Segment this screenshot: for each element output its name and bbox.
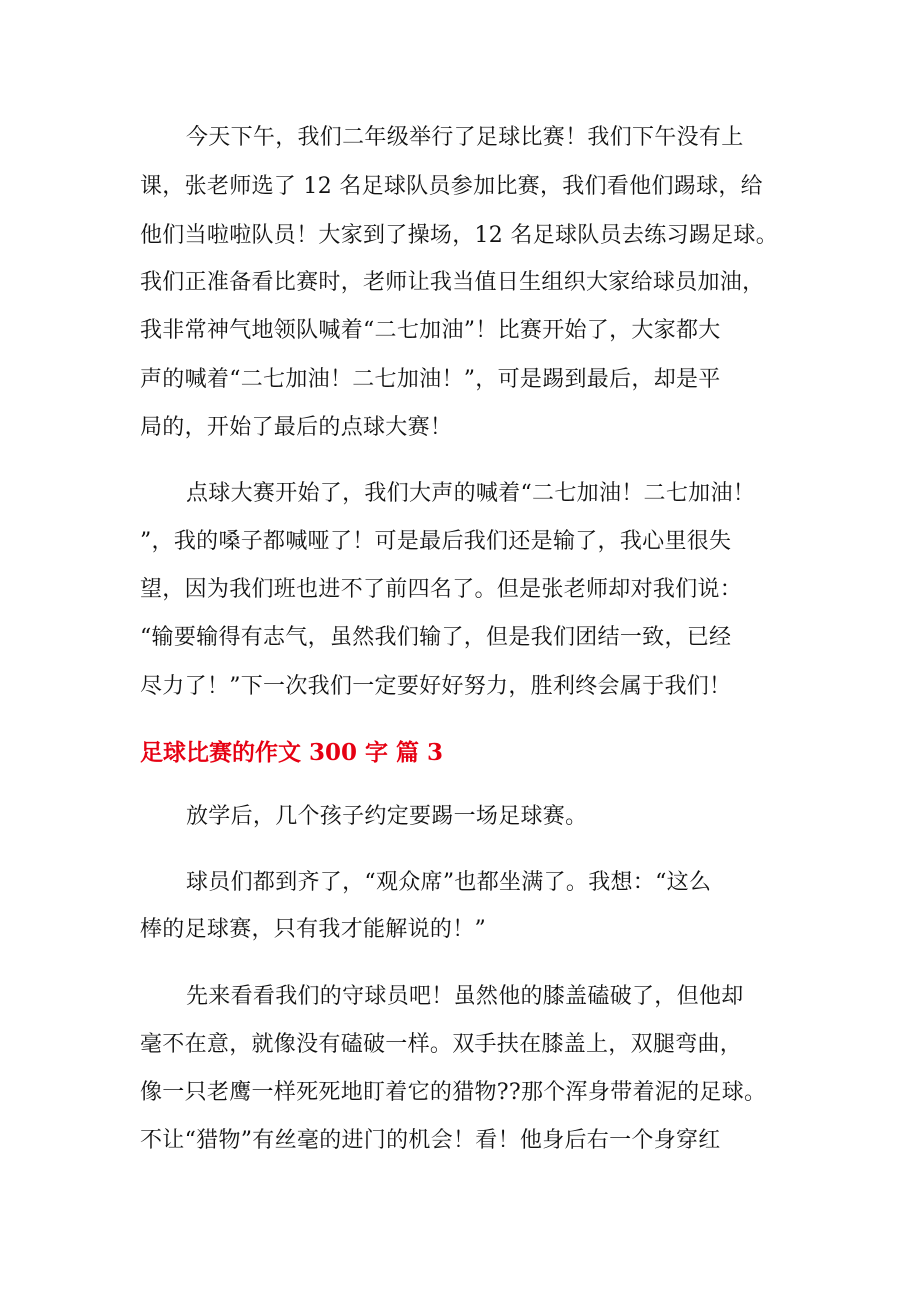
paragraph-line: 今天下午，我们二年级举行了足球比赛！我们下午没有上 xyxy=(186,125,744,150)
paragraph-line: 我非常神气地领队喊着“二七加油”！比赛开始了，大家都大 xyxy=(140,318,721,343)
paragraph-line: 局的，开始了最后的点球大赛！ xyxy=(140,415,453,440)
paragraph-line: “输要输得有志气，虽然我们输了，但是我们团结一致，已经 xyxy=(140,625,732,650)
paragraph-line: 点球大赛开始了，我们大声的喊着“二七加油！二七加油！ xyxy=(186,481,756,506)
paragraph-line: 先来看看我们的守球员吧！虽然他的膝盖磕破了，但他却 xyxy=(186,984,744,1009)
paragraph-line: 声的喊着“二七加油！二七加油！”，可是踢到最后，却是平 xyxy=(140,367,721,392)
paragraph-line: 放学后，几个孩子约定要踢一场足球赛。 xyxy=(186,804,588,829)
paragraph-line: 毫不在意，就像没有磕破一样。双手扶在膝盖上，双腿弯曲， xyxy=(140,1032,743,1057)
section-heading: 足球比赛的作文 300 字 篇 3 xyxy=(140,739,444,766)
paragraph-line: 球员们都到齐了，“观众席”也都坐满了。我想：“这么 xyxy=(186,870,712,895)
paragraph-line: 棒的足球赛，只有我才能解说的！” xyxy=(140,917,487,942)
paragraph-line: 尽力了！”下一次我们一定要好好努力，胜利终会属于我们！ xyxy=(140,674,732,699)
paragraph-line: 望，因为我们班也进不了前四名了。但是张老师却对我们说： xyxy=(140,577,743,602)
paragraph-line: 我们正准备看比赛时，老师让我当值日生组织大家给球员加油， xyxy=(140,270,765,295)
paragraph-line: 不让“猎物”有丝毫的进门的机会！看！他身后右一个身穿红 xyxy=(140,1128,721,1153)
paragraph-line: 课，张老师选了 12 名足球队员参加比赛，我们看他们踢球，给 xyxy=(140,174,763,199)
paragraph-line: 他们当啦啦队员！大家到了操场，12 名足球队员去练习踢足球。 xyxy=(140,223,778,248)
paragraph-line: ”，我的嗓子都喊哑了！可是最后我们还是输了，我心里很失 xyxy=(140,529,732,554)
paragraph-line: 像一只老鹰一样死死地盯着它的猎物??那个浑身带着泥的足球。 xyxy=(140,1080,767,1105)
